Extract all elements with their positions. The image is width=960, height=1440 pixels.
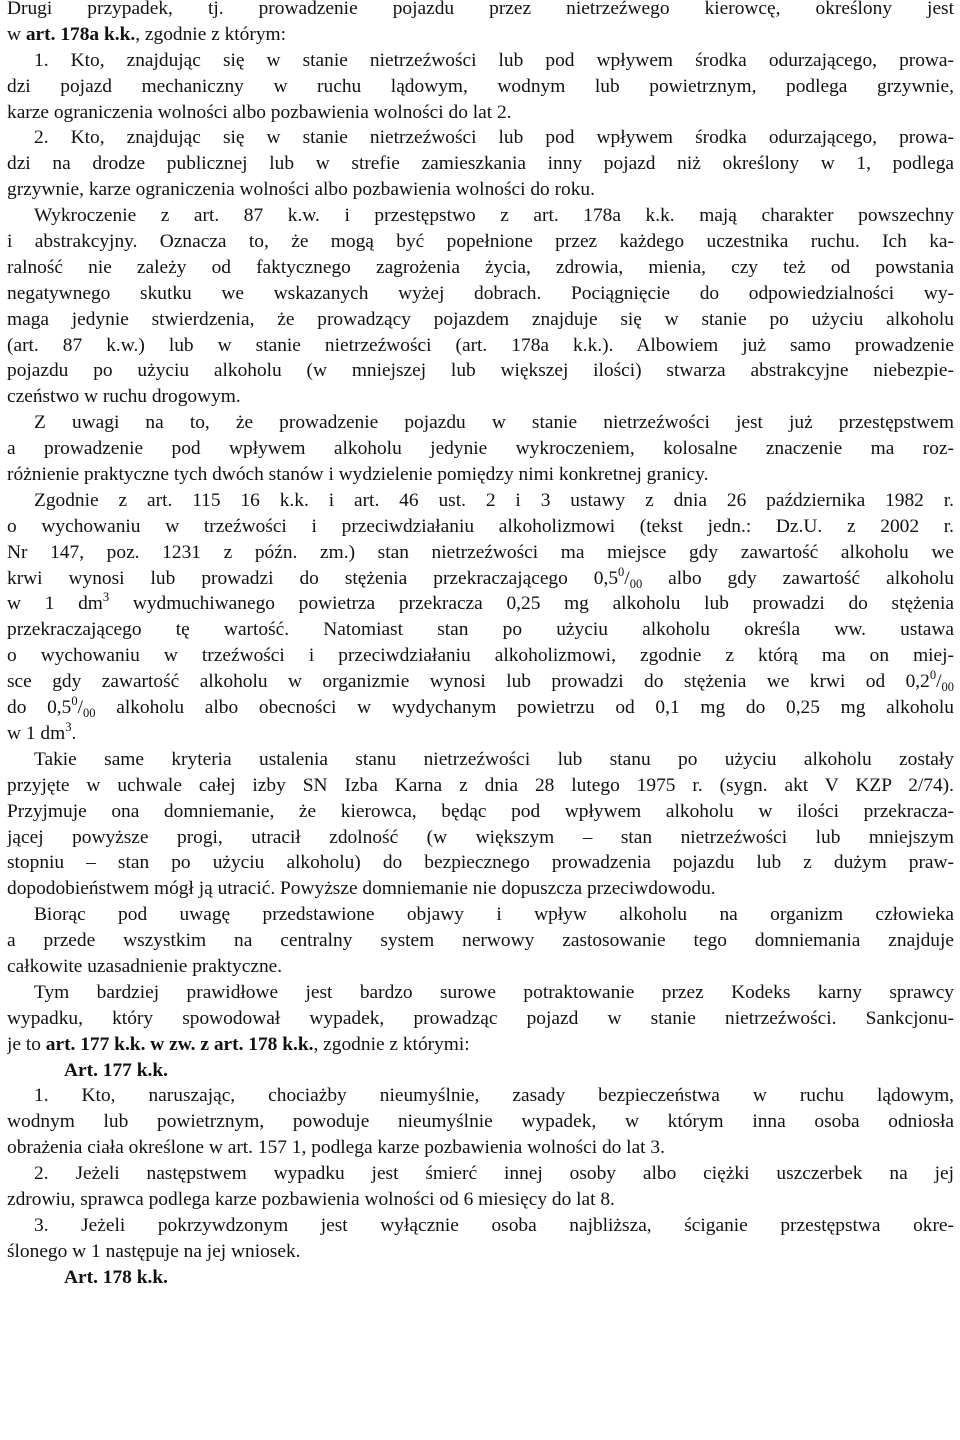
- text-line: maga jedynie stwierdzenia, że prowadzący pojazdem znajduje się w stanie po użyciu alkoholu: [7, 308, 954, 330]
- superscript: 0: [618, 565, 625, 579]
- text-fragment: w: [7, 23, 26, 45]
- text-line: stopniu – stan po użyciu alkoholu) do bezpiecznego prowadzenia pojazdu lub z dużym praw-: [7, 852, 954, 874]
- text-fragment: albo gdy zawartość alkoholu: [642, 567, 954, 589]
- quote-line: 3. Jeżeli pokrzywdzonym jest wyłącznie osoba najbliższa, ściganie przestępstwa okre-: [34, 1214, 954, 1236]
- text-line: [7, 566, 954, 592]
- text-line: wypadku, który spowodował wypadek, prowadząc pojazd w stanie nietrzeźwości. Sankcjonu-: [7, 1007, 954, 1029]
- text-fragment: wydmuchiwanego powietrza przekracza 0,25 mg alkoholu lub prowadzi do stężenia: [109, 593, 954, 615]
- text-line: (art. 87 k.w.) lub w stanie nietrzeźwości (art. 178a k.k.). Albowiem już samo prowadzenie: [7, 334, 954, 356]
- text-line: Przyjmuje ona domniemanie, że kierowca, będąc pod wpływem alkoholu w ilości przekracza-: [7, 800, 954, 822]
- text-line: a przede wszystkim na centralny system nerwowy zastosowanie tego domniemania znajduje: [7, 930, 954, 952]
- text-fragment: w 1 dm: [7, 722, 66, 744]
- quote-line: obrażenia ciała określone w art. 157 1, podlega karze pozbawienia wolności do lat 3.: [7, 1137, 665, 1159]
- superscript: 3: [102, 591, 110, 605]
- article-heading: [7, 1058, 954, 1084]
- text-fragment: krwi wynosi lub prowadzi do stężenia przekraczającego 0,5: [7, 567, 619, 589]
- text-line: Drugi przypadek, tj. prowadzenie pojazdu przez nietrzeźwego kierowcę, określony jest: [7, 0, 954, 19]
- text-line: a prowadzenie pod wpływem alkoholu jedynie wykroczeniem, kolosalne znaczenie ma roz-: [7, 438, 954, 460]
- text-fragment: .: [71, 722, 77, 744]
- article-heading: [7, 1265, 954, 1291]
- text-line: [7, 695, 954, 721]
- text-line: przyjęte w uchwale całej izby SN Izba Karna z dnia 28 lutego 1975 r. (sygn. akt V KZP 2/74).: [7, 774, 954, 796]
- quote-line: ślonego w 1 następuje na jej wniosek.: [7, 1240, 301, 1262]
- text-line: jącej powyższe progi, utracił zdolność (w większym – stan nietrzeźwości lub mniejszym: [7, 826, 954, 848]
- text-line: [7, 669, 954, 695]
- text-fragment: w 1 dm: [7, 593, 103, 615]
- quote-line: 2. Jeżeli następstwem wypadku jest śmierć innej osoby albo ciężki uszczerbek na jej: [34, 1163, 954, 1185]
- bold-citation: art. 177 k.k. w zw. z art. 178 k.k.: [45, 1033, 314, 1055]
- text-line: całkowite uzasadnienie praktyczne.: [7, 955, 283, 977]
- text-line: Takie same kryteria ustalenia stanu nietrzeźwości lub stanu po użyciu alkoholu zostały: [34, 748, 954, 770]
- text-fragment: , zgodnie z którym:: [135, 23, 286, 45]
- text-fragment: /: [936, 671, 942, 693]
- quote-line: dzi pojazd mechaniczny w ruchu lądowym, wodnym lub powietrznym, podlega grzywnie,: [7, 75, 954, 97]
- text-line: Tym bardziej prawidłowe jest bardzo surowe potraktowanie przez Kodeks karny sprawcy: [34, 981, 954, 1003]
- text-line: [7, 721, 954, 747]
- article-heading-label: Art. 177 k.k.: [64, 1059, 168, 1081]
- text-line: negatywnego skutku we wskazanych wyżej dobrach. Pociągnięcie do odpowiedzialności wy-: [7, 282, 954, 304]
- text-line: o wychowaniu w trzeźwości i przeciwdziałaniu alkoholizmowi, zgodnie z którą ma on miej-: [7, 645, 954, 667]
- text-fragment: do 0,5: [7, 697, 72, 719]
- text-line: ralność nie zależy od faktycznego zagrożenia życia, zdrowia, mienia, czy też od powstania: [7, 256, 954, 278]
- text-line: Wykroczenie z art. 87 k.w. i przestępstwo z art. 178a k.k. mają charakter powszechny: [34, 205, 954, 227]
- article-heading-label: Art. 178 k.k.: [64, 1266, 168, 1288]
- quote-line: 1. Kto, znajdując się w stanie nietrzeźwości lub pod wpływem środka odurzającego, prowa-: [34, 49, 954, 71]
- bold-citation: art. 178a k.k.: [25, 23, 136, 45]
- text-line: przekraczającego tę wartość. Natomiast stan po użyciu alkoholu określa ww. ustawa: [7, 619, 954, 641]
- text-fragment: /: [624, 567, 630, 589]
- quote-line: wodnym lub powietrznym, powoduje nieumyślnie wypadek, w którym inna osoba odniosła: [7, 1111, 954, 1133]
- text-fragment: alkoholu albo obecności w wydychanym powietrzu od 0,1 mg do 0,25 mg alkoholu: [95, 697, 954, 719]
- text-line: [7, 591, 954, 617]
- text-line: [7, 1032, 954, 1058]
- text-fragment: sce gdy zawartość alkoholu w organizmie wynosi lub prowadzi do stężenia we krwi od 0,2: [7, 671, 930, 693]
- text-line: o wychowaniu w trzeźwości i przeciwdziałaniu alkoholizmowi (tekst jedn.: Dz.U. z 2002 r.: [7, 515, 954, 537]
- text-line: pojazdu po użyciu alkoholu (w mniejszej lub większej ilości) stwarza abstrakcyjne niebezpie-: [7, 360, 954, 382]
- quote-line: zdrowiu, sprawca podlega karze pozbawienia wolności od 6 miesięcy do lat 8.: [7, 1188, 615, 1210]
- subscript: 00: [83, 706, 96, 721]
- quote-line: dzi na drodze publicznej lub w strefie zamieszkania inny pojazd niż określony w 1, podlega: [7, 153, 954, 175]
- quote-line: 2. Kto, znajdując się w stanie nietrzeźwości lub pod wpływem środka odurzającego, prowa-: [34, 127, 954, 149]
- text-line: Nr 147, poz. 1231 z późn. zm.) stan nietrzeźwości ma miejsce gdy zawartość alkoholu we: [7, 541, 954, 563]
- text-line: czeństwo w ruchu drogowym.: [7, 386, 241, 408]
- text-line: Zgodnie z art. 115 16 k.k. i art. 46 ust. 2 i 3 ustawy z dnia 26 października 1982 r.: [34, 489, 954, 511]
- text-line: Z uwagi na to, że prowadzenie pojazdu w stanie nietrzeźwości jest już przestępstwem: [34, 412, 954, 434]
- text-line: różnienie praktyczne tych dwóch stanów i wydzielenie pomiędzy nimi konkretnej granicy.: [7, 464, 709, 486]
- superscript: 0: [71, 695, 78, 709]
- subscript: 00: [629, 576, 643, 591]
- quote-line: karze ograniczenia wolności albo pozbawienia wolności do lat 2.: [7, 101, 512, 123]
- superscript: 0: [929, 669, 937, 683]
- text-line: Biorąc pod uwagę przedstawione objawy i wpływ alkoholu na organizm człowieka: [34, 904, 954, 926]
- superscript: 3: [65, 720, 72, 734]
- text-line: i abstrakcyjny. Oznacza to, że mogą być popełnione przez każdego uczestnika ruchu. Ich ka-: [7, 231, 954, 253]
- quote-line: 1. Kto, naruszając, chociażby nieumyślnie, zasady bezpieczeństwa w ruchu lądowym,: [34, 1085, 954, 1107]
- quote-line: grzywnie, karze ograniczenia wolności albo pozbawienia wolności do roku.: [7, 179, 595, 201]
- text-line: [7, 22, 954, 48]
- text-fragment: /: [77, 697, 83, 719]
- text-fragment: , zgodnie z którymi:: [313, 1033, 470, 1055]
- text-line: dopodobieństwem mógł ją utracić. Powyższe domniemanie nie dopuszcza przeciwdowodu.: [7, 878, 716, 900]
- subscript: 00: [941, 680, 954, 695]
- text-fragment: je to: [7, 1033, 46, 1055]
